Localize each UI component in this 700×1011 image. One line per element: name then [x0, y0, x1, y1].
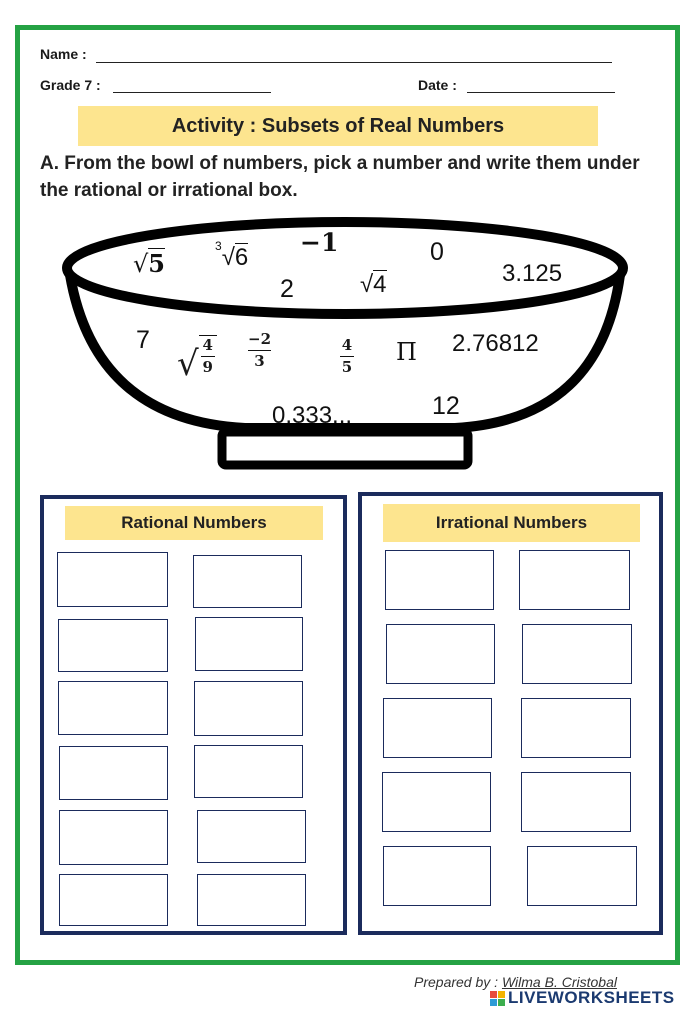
- instruction-text: A. From the bowl of numbers, pick a number and write them under the rational or irrational box.: [40, 153, 640, 201]
- seven-number: 7: [136, 326, 150, 354]
- rational-answer-box-11[interactable]: [59, 874, 168, 926]
- rational-answer-box-10[interactable]: [197, 810, 306, 863]
- author-name: Wilma B. Cristobal: [501, 974, 617, 990]
- rational-answer-box-5[interactable]: [58, 681, 168, 735]
- irrational-answer-box-2[interactable]: [519, 550, 630, 610]
- two-number: 2: [280, 275, 294, 303]
- irrational-answer-box-4[interactable]: [522, 624, 632, 684]
- rational-answer-box-12[interactable]: [197, 874, 306, 926]
- rational-answer-box-8[interactable]: [194, 745, 303, 798]
- rational-header: [65, 506, 323, 540]
- four-fifths-number: 4 5: [341, 336, 353, 376]
- zero-number: 0: [430, 238, 444, 266]
- irrational-title: Irrational Numbers: [435, 513, 588, 532]
- irrational-answer-box-9[interactable]: [383, 846, 491, 906]
- rational-answer-box-1[interactable]: [57, 552, 168, 607]
- irrational-answer-box-8[interactable]: [521, 772, 631, 832]
- irrational-answer-box-7[interactable]: [382, 772, 491, 832]
- sqrt5-number: √5: [133, 249, 165, 278]
- grade-label: Grade 7 :: [40, 77, 101, 93]
- liveworksheets-logo: [490, 988, 675, 1008]
- page-title: Activity : Subsets of Real Numbers: [171, 114, 505, 137]
- rational-answer-box-9[interactable]: [59, 810, 168, 865]
- prepared-by-label: Prepared by :: [414, 974, 499, 990]
- cube-root-6-number: $^3$√6: [215, 239, 249, 271]
- rational-answer-box-2[interactable]: [193, 555, 302, 608]
- decimal-3-125-number: 3.125: [502, 260, 563, 287]
- irrational-header: [383, 504, 640, 542]
- irrational-answer-box-10[interactable]: [527, 846, 637, 906]
- irrational-answer-box-6[interactable]: [521, 698, 631, 758]
- sqrt-four-ninths-number: √ $\frac{4}{9}$: [177, 335, 217, 381]
- irrational-answer-box-3[interactable]: [386, 624, 495, 684]
- name-label: Name :: [40, 46, 87, 62]
- rational-answer-box-6[interactable]: [194, 681, 303, 736]
- pi-number: Π: [396, 338, 417, 366]
- repeating-decimal-number: 0.333...: [272, 402, 353, 429]
- negative-two-thirds-number: −2 3: [248, 330, 272, 370]
- irrational-answer-box-5[interactable]: [383, 698, 492, 758]
- rational-answer-box-4[interactable]: [195, 617, 303, 671]
- rational-title: Rational Numbers: [121, 513, 267, 532]
- twelve-number: 12: [432, 392, 460, 420]
- brand-name: LIVEWORKSHEETS: [508, 988, 675, 1007]
- liveworksheets-icon: [490, 991, 505, 1006]
- sqrt4-number: √4: [360, 271, 387, 298]
- decimal-2-76812-number: 2.76812: [452, 330, 539, 357]
- negative-one-number: −1: [300, 228, 339, 257]
- rational-answer-box-3[interactable]: [58, 619, 168, 672]
- date-label: Date :: [418, 77, 457, 93]
- irrational-answer-box-1[interactable]: [385, 550, 494, 610]
- rational-answer-box-7[interactable]: [59, 746, 168, 800]
